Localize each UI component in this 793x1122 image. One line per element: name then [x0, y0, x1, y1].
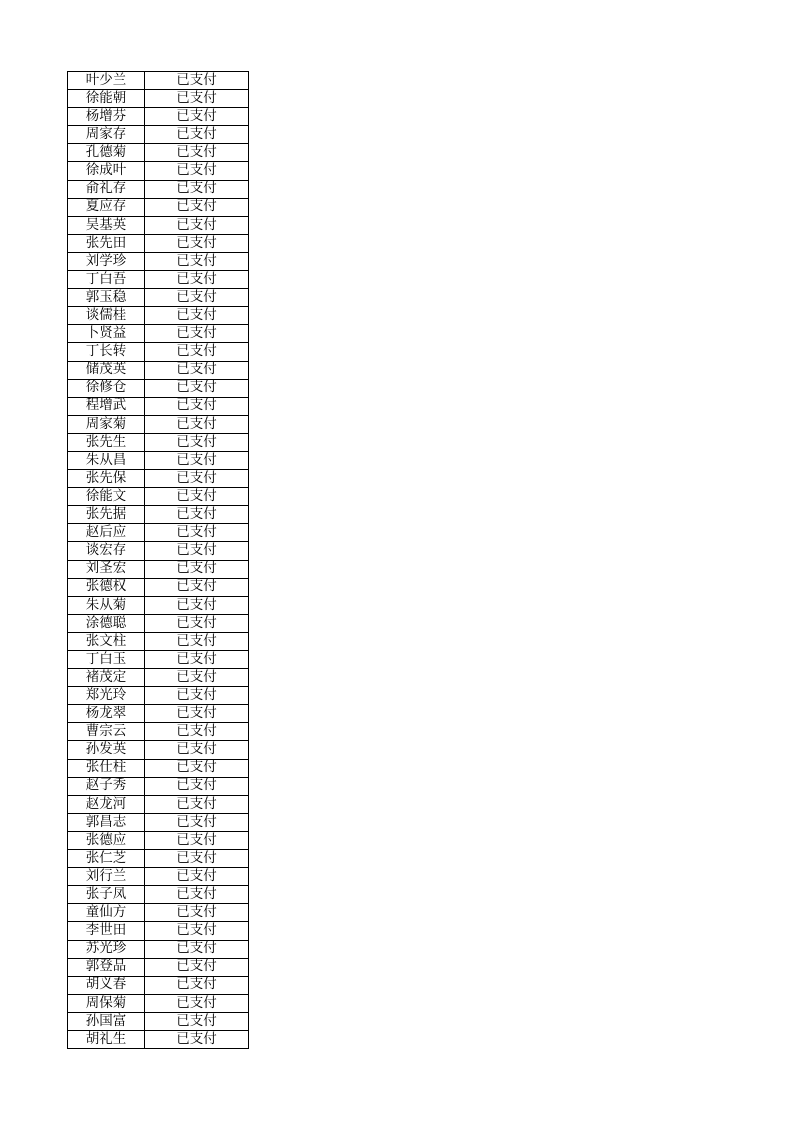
payment-status-cell: 已支付	[145, 199, 249, 216]
payment-status-cell: 已支付	[145, 977, 249, 994]
payment-status-cell: 已支付	[145, 687, 249, 704]
payment-status-cell: 已支付	[145, 579, 249, 596]
table-row	[68, 506, 249, 524]
payment-status-cell: 已支付	[145, 832, 249, 849]
name-cell: 郑光玲	[68, 687, 145, 704]
name-cell: 张文柱	[68, 633, 145, 650]
table-row	[68, 941, 249, 959]
table-row	[68, 398, 249, 416]
payment-status-cell: 已支付	[145, 922, 249, 939]
name-cell: 褚茂定	[68, 669, 145, 686]
table-row	[68, 542, 249, 560]
name-cell: 赵子秀	[68, 778, 145, 795]
table-row	[68, 705, 249, 723]
table-row	[68, 977, 249, 995]
table-row	[68, 868, 249, 886]
table-row	[68, 380, 249, 398]
table-row	[68, 72, 249, 90]
name-cell: 涂德聪	[68, 615, 145, 632]
payment-status-cell: 已支付	[145, 1031, 249, 1048]
table-row	[68, 615, 249, 633]
table-row	[68, 633, 249, 651]
name-cell: 胡礼生	[68, 1031, 145, 1048]
payment-status-cell: 已支付	[145, 488, 249, 505]
table-row	[68, 796, 249, 814]
table-row	[68, 995, 249, 1013]
table-row	[68, 416, 249, 434]
payment-status-cell: 已支付	[145, 362, 249, 379]
name-cell: 周家菊	[68, 416, 145, 433]
table-row	[68, 325, 249, 343]
name-cell: 徐成叶	[68, 162, 145, 179]
payment-status-cell: 已支付	[145, 669, 249, 686]
name-cell: 卜贤益	[68, 325, 145, 342]
table-row	[68, 343, 249, 361]
table-row	[68, 886, 249, 904]
table-row	[68, 126, 249, 144]
table-row	[68, 524, 249, 542]
payment-status-cell: 已支付	[145, 524, 249, 541]
table-row	[68, 760, 249, 778]
name-cell: 张德应	[68, 832, 145, 849]
table-row	[68, 289, 249, 307]
payment-status-cell: 已支付	[145, 723, 249, 740]
table-row	[68, 307, 249, 325]
table-row	[68, 778, 249, 796]
table-row	[68, 832, 249, 850]
table-row	[68, 597, 249, 615]
name-cell: 赵龙河	[68, 796, 145, 813]
name-cell: 童仙方	[68, 904, 145, 921]
payment-status-cell: 已支付	[145, 126, 249, 143]
payment-status-cell: 已支付	[145, 615, 249, 632]
payment-status-cell: 已支付	[145, 162, 249, 179]
name-cell: 周保菊	[68, 995, 145, 1012]
table-row	[68, 959, 249, 977]
payment-status-cell: 已支付	[145, 850, 249, 867]
payment-status-cell: 已支付	[145, 271, 249, 288]
table-row	[68, 1031, 249, 1049]
payment-status-cell: 已支付	[145, 1013, 249, 1030]
payment-status-cell: 已支付	[145, 561, 249, 578]
payment-status-cell: 已支付	[145, 289, 249, 306]
payment-status-cell: 已支付	[145, 380, 249, 397]
table-row	[68, 271, 249, 289]
table-row	[68, 723, 249, 741]
payment-status-cell: 已支付	[145, 235, 249, 252]
payment-status-cell: 已支付	[145, 144, 249, 161]
name-cell: 张子凤	[68, 886, 145, 903]
name-cell: 孙发英	[68, 741, 145, 758]
name-cell: 张先保	[68, 470, 145, 487]
table-row	[68, 1013, 249, 1031]
table-row	[68, 452, 249, 470]
payment-status-cell: 已支付	[145, 343, 249, 360]
name-cell: 曹宗云	[68, 723, 145, 740]
name-cell: 杨龙翠	[68, 705, 145, 722]
name-cell: 朱从菊	[68, 597, 145, 614]
table-row	[68, 741, 249, 759]
name-cell: 张先田	[68, 235, 145, 252]
payment-status-cell: 已支付	[145, 796, 249, 813]
payment-status-cell: 已支付	[145, 941, 249, 958]
name-cell: 俞礼存	[68, 181, 145, 198]
payment-status-cell: 已支付	[145, 217, 249, 234]
payment-status-cell: 已支付	[145, 90, 249, 107]
payment-status-cell: 已支付	[145, 542, 249, 559]
payment-status-cell: 已支付	[145, 886, 249, 903]
table-row	[68, 470, 249, 488]
payment-status-cell: 已支付	[145, 868, 249, 885]
name-cell: 张仕柱	[68, 760, 145, 777]
table-row	[68, 651, 249, 669]
table-row	[68, 362, 249, 380]
table-row	[68, 162, 249, 180]
table-row	[68, 144, 249, 162]
name-cell: 郭昌志	[68, 814, 145, 831]
name-cell: 刘圣宏	[68, 561, 145, 578]
payment-status-cell: 已支付	[145, 72, 249, 89]
table-row	[68, 434, 249, 452]
name-cell: 丁长转	[68, 343, 145, 360]
payment-status-cell: 已支付	[145, 760, 249, 777]
payment-status-cell: 已支付	[145, 325, 249, 342]
payment-status-cell: 已支付	[145, 633, 249, 650]
name-cell: 杨增芬	[68, 108, 145, 125]
payment-status-cell: 已支付	[145, 778, 249, 795]
table-row	[68, 687, 249, 705]
payment-status-cell: 已支付	[145, 108, 249, 125]
table-row	[68, 904, 249, 922]
name-cell: 丁白玉	[68, 651, 145, 668]
payment-status-cell: 已支付	[145, 434, 249, 451]
payment-status-cell: 已支付	[145, 741, 249, 758]
name-cell: 储茂英	[68, 362, 145, 379]
payment-status-cell: 已支付	[145, 470, 249, 487]
name-cell: 张仁芝	[68, 850, 145, 867]
name-cell: 夏应存	[68, 199, 145, 216]
payment-status-cell: 已支付	[145, 705, 249, 722]
name-cell: 赵后应	[68, 524, 145, 541]
payment-status-cell: 已支付	[145, 398, 249, 415]
name-cell: 郭玉稳	[68, 289, 145, 306]
payment-status-cell: 已支付	[145, 253, 249, 270]
table-row	[68, 90, 249, 108]
name-cell: 吴基英	[68, 217, 145, 234]
table-row	[68, 579, 249, 597]
name-cell: 张先生	[68, 434, 145, 451]
table-row	[68, 488, 249, 506]
table-row	[68, 253, 249, 271]
name-cell: 刘学珍	[68, 253, 145, 270]
payment-status-cell: 已支付	[145, 307, 249, 324]
table-row	[68, 561, 249, 579]
name-cell: 周家存	[68, 126, 145, 143]
name-cell: 张德权	[68, 579, 145, 596]
payment-status-cell: 已支付	[145, 416, 249, 433]
name-cell: 叶少兰	[68, 72, 145, 89]
name-cell: 丁白吾	[68, 271, 145, 288]
payment-status-cell: 已支付	[145, 597, 249, 614]
name-cell: 徐能朝	[68, 90, 145, 107]
name-cell: 苏光珍	[68, 941, 145, 958]
name-cell: 谈宏存	[68, 542, 145, 559]
payment-status-cell: 已支付	[145, 814, 249, 831]
name-cell: 郭登品	[68, 959, 145, 976]
name-cell: 徐能文	[68, 488, 145, 505]
name-cell: 朱从昌	[68, 452, 145, 469]
name-cell: 李世田	[68, 922, 145, 939]
name-cell: 刘行兰	[68, 868, 145, 885]
table-row	[68, 814, 249, 832]
name-cell: 徐修仓	[68, 380, 145, 397]
payment-status-cell: 已支付	[145, 959, 249, 976]
payment-status-cell: 已支付	[145, 181, 249, 198]
payment-status-cell: 已支付	[145, 651, 249, 668]
table-row	[68, 669, 249, 687]
name-cell: 张先据	[68, 506, 145, 523]
name-cell: 孙国富	[68, 1013, 145, 1030]
table-row	[68, 235, 249, 253]
table-row	[68, 850, 249, 868]
name-cell: 胡义春	[68, 977, 145, 994]
name-cell: 谈儒桂	[68, 307, 145, 324]
table-row	[68, 217, 249, 235]
table-row	[68, 108, 249, 126]
payment-status-cell: 已支付	[145, 452, 249, 469]
payment-status-cell: 已支付	[145, 995, 249, 1012]
name-cell: 孔德菊	[68, 144, 145, 161]
table-row	[68, 181, 249, 199]
payment-status-cell: 已支付	[145, 904, 249, 921]
table-row	[68, 922, 249, 940]
name-cell: 程增武	[68, 398, 145, 415]
payment-status-cell: 已支付	[145, 506, 249, 523]
table-row	[68, 199, 249, 217]
payment-table	[67, 71, 249, 1049]
